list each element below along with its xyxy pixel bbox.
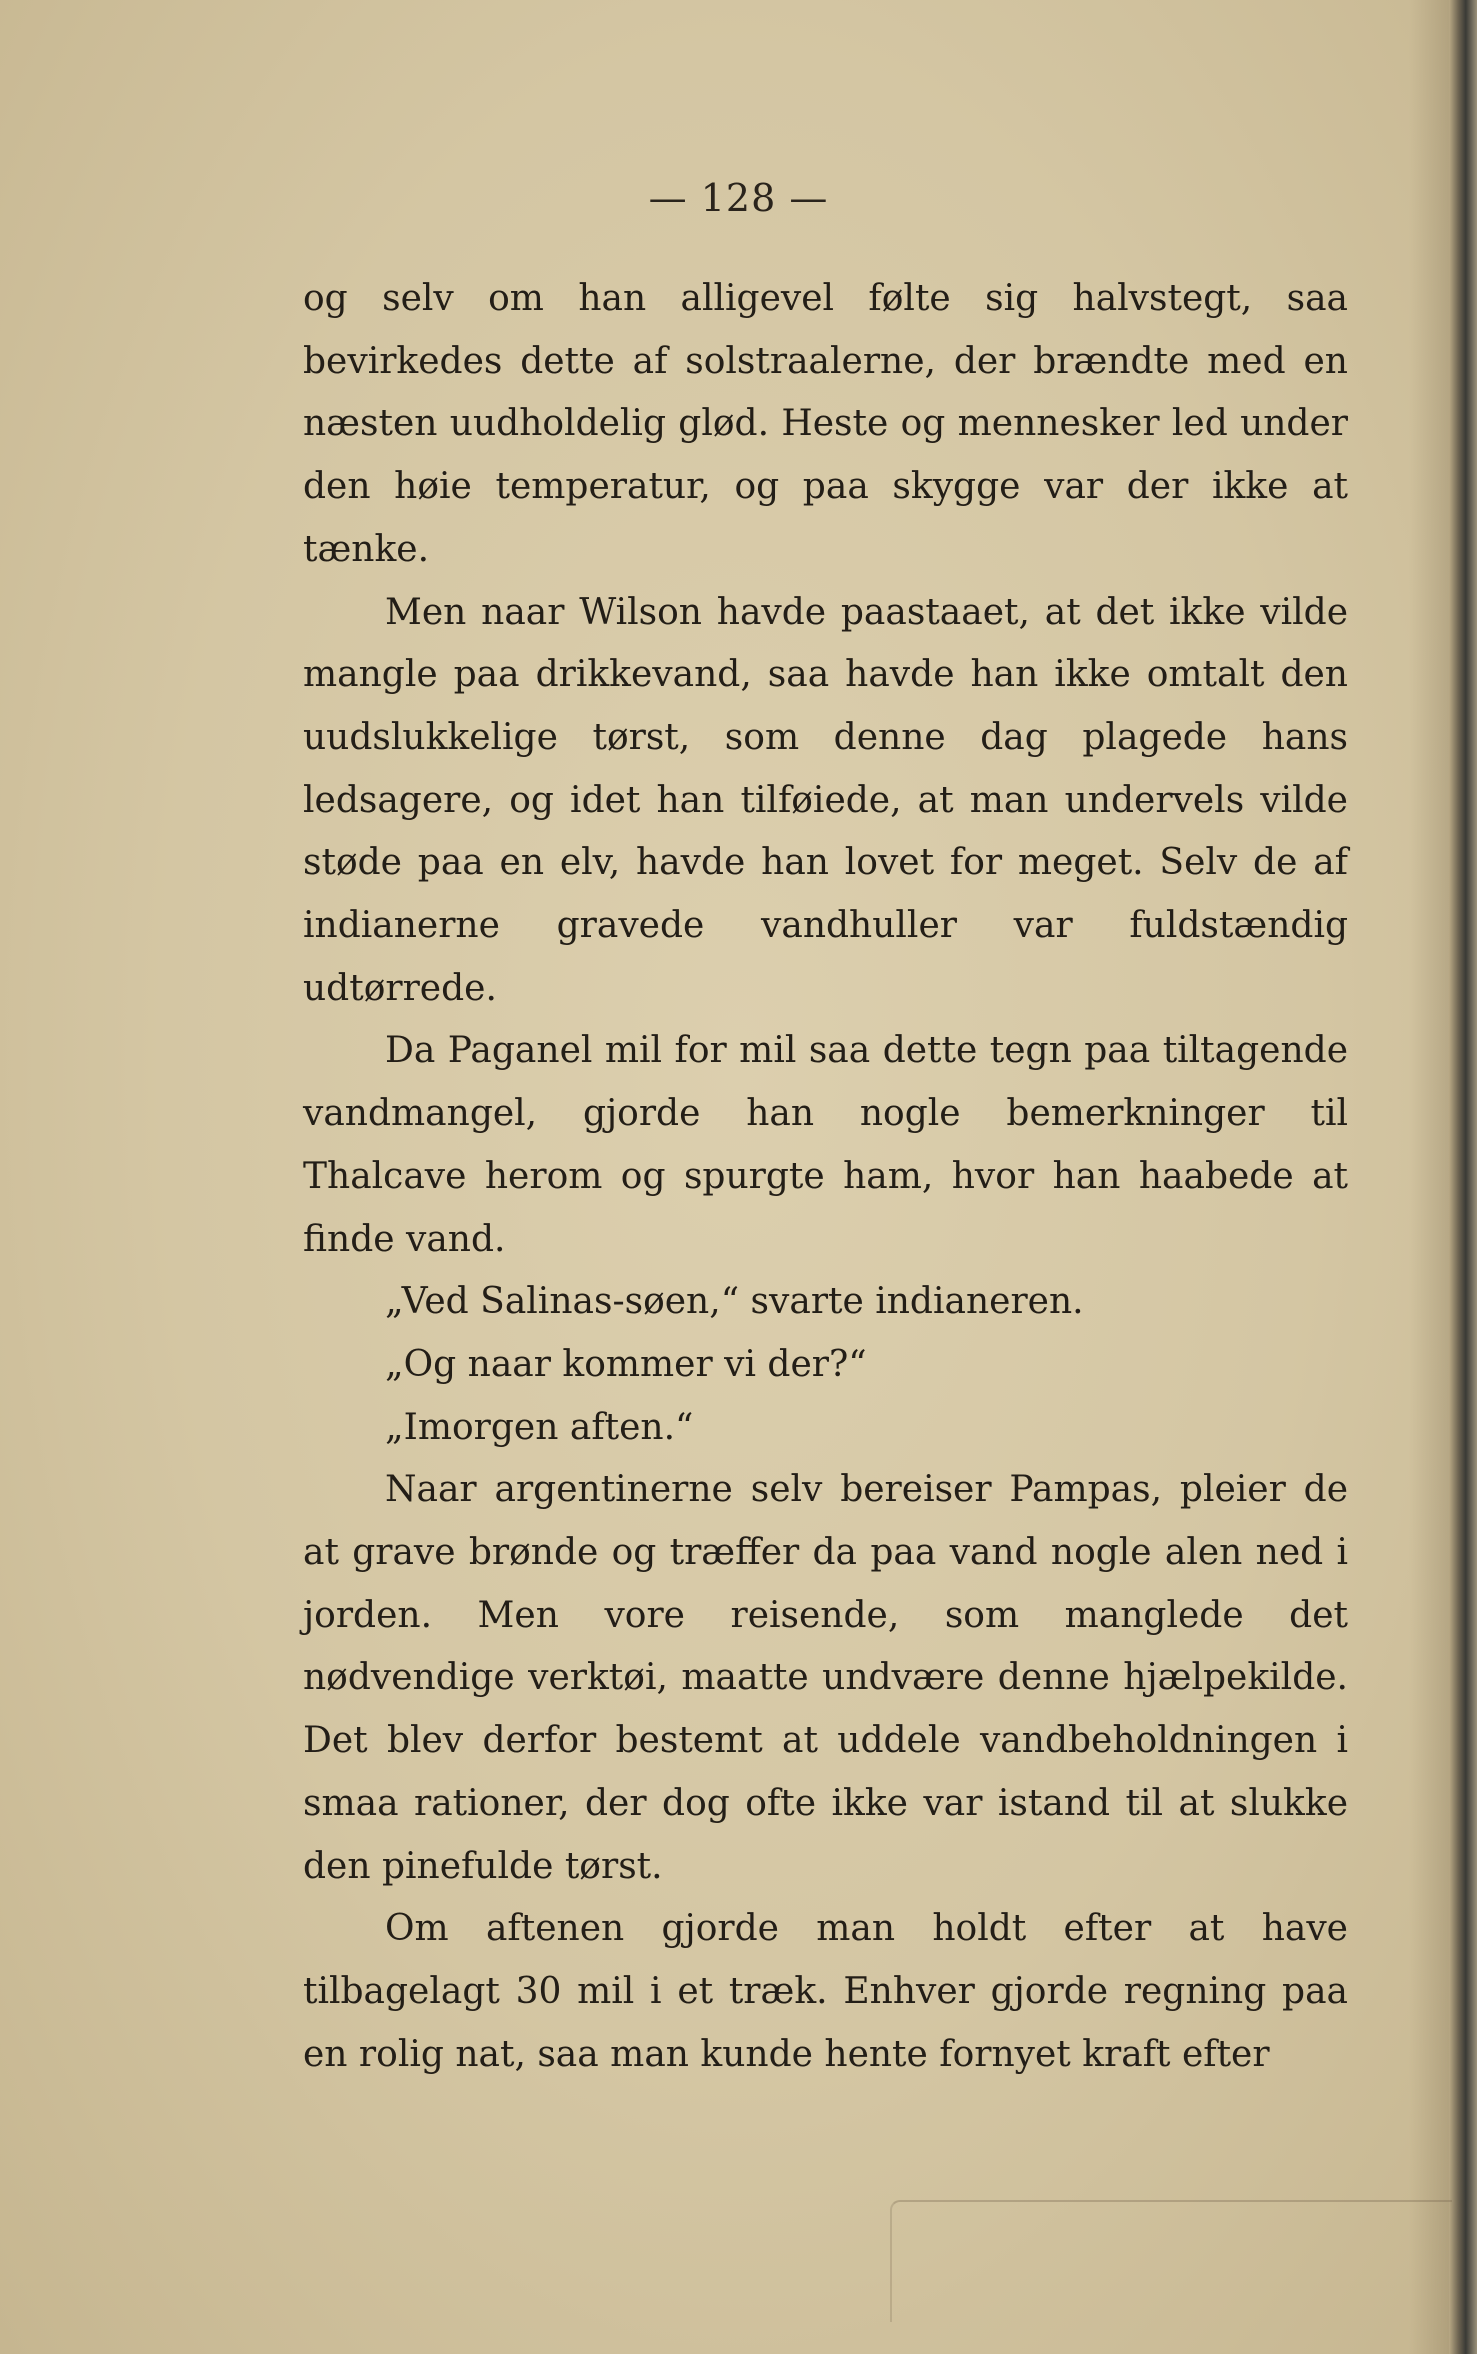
paragraph-2: Men naar Wilson havde paastaaet, at det ikke vilde mangle paa drikkevand, saa havde han ikke omtalt den uudslukkelige tørst, som denne dag plagede hans ledsagere, og idet han tilføiede, at man undervels vilde støde paa en elv, havde han lovet for meget. Selv de af indianerne gravede vandhuller var fuldstændig udtørrede. (303, 591, 1348, 1009)
dialogue-line-1: „Ved Salinas-søen,“ svarte indianeren. (385, 1281, 1084, 1323)
paragraph-3: Da Paganel mil for mil saa dette tegn paa tiltagende vandmangel, gjorde han nogle bemerkninger til Thalcave herom og spurgte ham, hvor han haabede at finde vand. (303, 1030, 1348, 1260)
spine-shadow (1409, 0, 1449, 2354)
body-text (303, 268, 1348, 2086)
paragraph-5: Om aftenen gjorde man holdt efter at have tilbagelagt 30 mil i et træk. Enhver gjorde regning paa en rolig nat, saa man kunde hente fornyet kraft efter (303, 1908, 1348, 2075)
page-number: — 128 — (648, 176, 829, 220)
dialogue-line-2: „Og naar kommer vi der?“ (385, 1343, 867, 1385)
dialogue-line-3: „Imorgen aften.“ (385, 1406, 694, 1448)
paragraph-1: og selv om han alligevel følte sig halvstegt, saa bevirkedes dette af solstraalerne, der brændte med en næsten uudholdelig glød. Heste og mennesker led under den høie temperatur, og paa skygge var der ikke at tænke. (303, 278, 1348, 570)
paragraph-4: Naar argentinerne selv bereiser Pampas, pleier de at grave brønde og træffer da paa vand nogle alen ned i jorden. Men vore reisende, som manglede det nødvendige verktøi, maatte undvære denne hjælpekilde. Det blev derfor bestemt at uddele vandbeholdningen i smaa rationer, der dog ofte ikke var istand til at slukke den pinefulde tørst. (303, 1469, 1348, 1887)
book-spine (1449, 0, 1477, 2354)
page-fold (890, 2200, 1452, 2322)
